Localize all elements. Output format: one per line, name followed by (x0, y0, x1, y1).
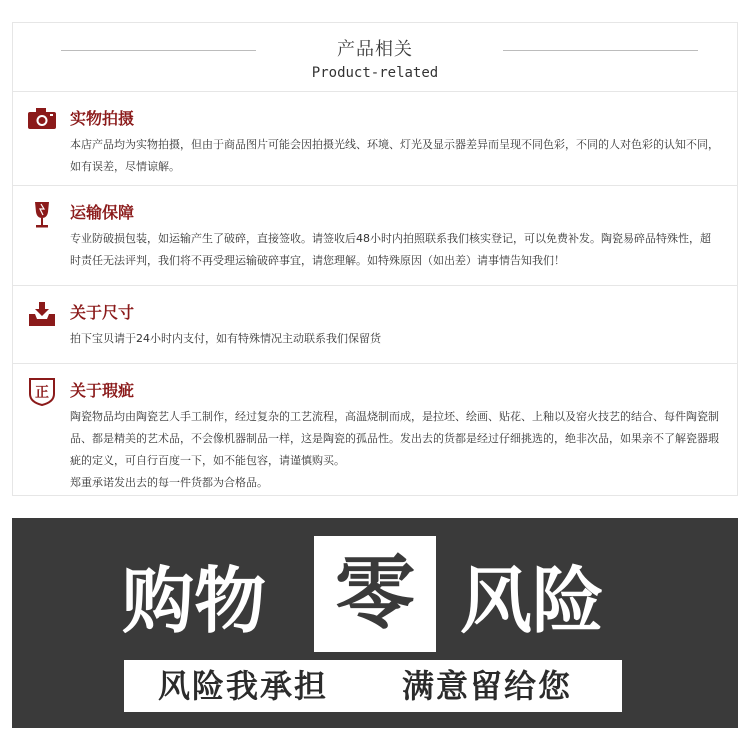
banner-word-zero: 零 (335, 547, 415, 640)
zheng-icon-text: 正 (35, 385, 49, 401)
section-body: 本店产品均为实物拍摄，但由于商品图片可能会因拍摄光线、环境、灯光及显示器差异而呈现不同色彩，不同的人对色彩的认知不同，如有误差，尽情谅解。 (70, 138, 719, 173)
section-title: 实物拍摄 (70, 109, 135, 128)
flaw-paragraph: 陶瓷物品均由陶瓷艺人手工制作，经过复杂的工艺流程，高温烧制而成，是拉坯、绘画、贴花、上釉以及窑火技艺的结合、每件陶瓷制品、都是精美的艺术品，不会像机器制品一样，这是陶瓷的孤品性。发出去的货都是经过仔细挑选的，绝非次品，如果亲不了解瓷器瑕疵的定义，可自行百度一下，如不能包容，请谨慎购买。 (70, 410, 719, 467)
section-flaws (13, 363, 737, 497)
banner-slogan-left: 风险我承担 (158, 667, 329, 705)
section-size (13, 285, 737, 363)
wine-glass-icon (27, 200, 57, 230)
section-real-photo (13, 91, 737, 185)
inbox-download-icon (27, 300, 57, 328)
banner-word-risk: 风险 (460, 559, 605, 643)
header-title-en: Product-related (311, 65, 439, 81)
section-header (13, 23, 737, 91)
section-title: 运输保障 (70, 203, 135, 222)
section-title: 关于瑕疵 (70, 381, 135, 400)
section-body: 拍下宝贝请于24小时内支付，如有特殊情况主动联系我们保留货 (70, 332, 381, 345)
section-shipping (13, 185, 737, 285)
banner-slogan-box (124, 660, 622, 712)
section-body: 专业防破损包装，如运输产生了破碎，直接签收。请签收后48小时内拍照联系我们核实登记，可以免费补发。陶瓷易碎品特殊性，超时责任无法评判，我们将不再受理运输破碎事宜，请您理解。如特殊原因（如出差）请事情告知我们！ (70, 232, 711, 267)
zheng-shield-icon (27, 376, 57, 406)
flaw-promise: 郑重承诺发出去的每一件货都为合格品。 (70, 476, 268, 489)
banner-slogan-right: 满意留给您 (402, 667, 573, 705)
camera-icon (27, 106, 57, 132)
banner-word-shopping: 购物 (122, 559, 267, 643)
section-title: 关于尺寸 (70, 303, 135, 322)
banner-zero-box (314, 536, 436, 652)
product-info-card (12, 22, 738, 496)
zero-risk-banner (12, 518, 738, 728)
section-body (70, 406, 720, 494)
header-title-cn: 产品相关 (337, 39, 413, 60)
